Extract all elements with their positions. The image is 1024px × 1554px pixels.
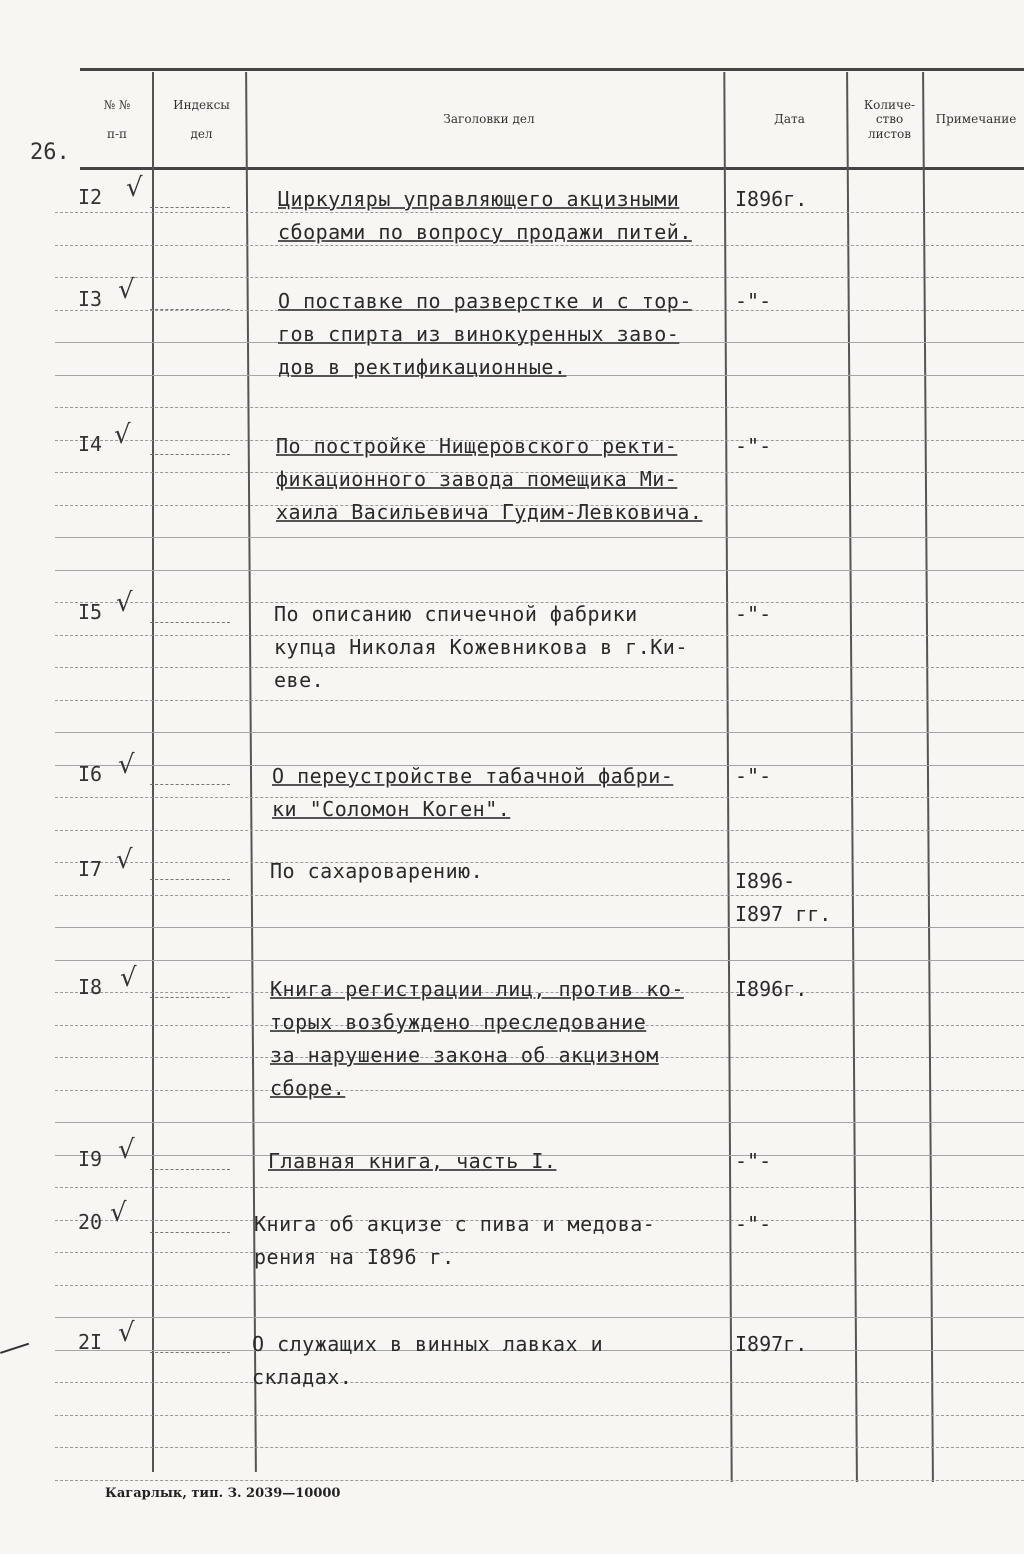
column-divider	[152, 72, 154, 1472]
case-title	[272, 760, 673, 826]
case-title-line: О поставке по разверстке и с тор-	[278, 289, 692, 313]
case-title	[252, 1328, 603, 1394]
case-date-line: I897г.	[735, 1332, 808, 1356]
printer-imprint: Кагарлык, тип. З. 2039—10000	[105, 1486, 341, 1501]
case-date	[735, 1328, 807, 1361]
ruled-line	[55, 1187, 1024, 1188]
ruled-line	[55, 700, 1024, 701]
ruled-line	[55, 537, 1024, 538]
header-bottom-rule	[80, 167, 1024, 170]
ruled-line	[55, 1122, 1024, 1123]
case-title-line: По постройке Нищеровского ректи-	[276, 434, 678, 458]
checkmark-icon: √	[126, 173, 143, 203]
case-date-line: -"-	[735, 289, 772, 313]
case-title-line: Главная книга, часть I.	[268, 1149, 557, 1173]
header-count-line2: ство	[875, 112, 904, 127]
case-date-line: -"-	[735, 1212, 772, 1236]
row-number: I5	[78, 600, 103, 624]
index-blank-dash	[150, 309, 230, 310]
row-number: I6	[78, 762, 103, 786]
header-index-line1: Индексы	[173, 98, 230, 113]
column-divider	[846, 72, 857, 1482]
case-date-line: -"-	[735, 602, 772, 626]
checkmark-icon: √	[120, 963, 137, 993]
case-date	[735, 1145, 771, 1178]
ruled-line	[55, 277, 1024, 278]
case-date-line: -"-	[735, 434, 772, 458]
case-title-line: О переустройстве табачной фабри-	[272, 764, 674, 788]
case-title-line: По описанию спичечной фабрики	[274, 602, 638, 626]
row-number: I2	[78, 185, 103, 209]
column-divider	[723, 72, 732, 1482]
ruled-line	[55, 862, 1024, 863]
header-count-line3: листов	[868, 126, 911, 141]
row-number: I4	[78, 432, 103, 456]
case-date-line: I896-	[735, 869, 796, 893]
case-date-line: I897 гг.	[735, 902, 832, 926]
case-title-line: Книга об акцизе с пива и медова-	[254, 1212, 656, 1236]
index-blank-dash	[150, 879, 230, 880]
case-date-line: I896г.	[735, 187, 808, 211]
ruled-line	[55, 927, 1024, 928]
case-title	[276, 430, 702, 529]
case-title-line: сборами по вопросу продажи питей.	[278, 220, 692, 244]
header-top-rule	[80, 68, 1024, 71]
case-title-line: еве.	[274, 668, 325, 692]
header-count	[852, 72, 927, 167]
case-title-line: рения на I896 г.	[254, 1245, 455, 1269]
case-date	[735, 865, 831, 931]
checkmark-icon: √	[118, 750, 135, 780]
case-title-line: хаила Васильевича Гудим-Левковича.	[276, 500, 703, 524]
row-number: 2I	[78, 1330, 103, 1354]
case-title	[278, 285, 692, 384]
case-title-line: за нарушение закона об акцизном	[270, 1043, 659, 1067]
index-blank-dash	[150, 622, 230, 623]
case-title	[254, 1208, 655, 1274]
case-title-line: ки "Соломон Коген".	[272, 797, 511, 821]
case-title-line: складах.	[252, 1365, 353, 1389]
ruled-line	[55, 1415, 1024, 1416]
case-date	[735, 1208, 771, 1241]
case-title-line: купца Николая Кожевникова в г.Ки-	[274, 635, 688, 659]
header-index-line2: дел	[190, 126, 213, 141]
case-title-line: фикационного завода помещика Ми-	[276, 467, 678, 491]
ruled-line	[55, 1480, 1024, 1481]
case-date	[735, 973, 807, 1006]
checkmark-icon: √	[116, 588, 133, 618]
margin-pen-stroke	[0, 1343, 33, 1366]
case-title-line: По сахароварению.	[270, 859, 484, 883]
ruled-line	[55, 1317, 1024, 1318]
checkmark-icon: √	[118, 1318, 135, 1348]
ruled-line	[55, 895, 1024, 896]
case-title-line: торых возбуждено преследование	[270, 1010, 647, 1034]
page-number: 26.	[30, 140, 70, 165]
ruled-line	[55, 732, 1024, 733]
row-number: I8	[78, 975, 103, 999]
row-number: I3	[78, 287, 103, 311]
row-number: 20	[78, 1210, 103, 1234]
case-title-line: сборе.	[270, 1076, 346, 1100]
case-title-line: гов спирта из винокуренных заво-	[278, 322, 680, 346]
ruled-line	[55, 960, 1024, 961]
case-title	[278, 183, 692, 249]
case-title	[270, 855, 483, 888]
header-num-line1: № №	[103, 98, 131, 113]
case-title	[268, 1145, 556, 1178]
index-blank-dash	[150, 1169, 230, 1170]
row-number: I7	[78, 857, 103, 881]
header-note: Примечание	[935, 112, 1017, 127]
header-date: Дата	[774, 112, 805, 127]
index-blank-dash	[150, 207, 230, 208]
index-blank-dash	[150, 1352, 230, 1353]
header-count-line1: Количе-	[863, 97, 916, 112]
case-title	[274, 598, 688, 697]
case-date	[735, 285, 771, 318]
index-blank-dash	[150, 784, 230, 785]
ruled-line	[55, 1285, 1024, 1286]
case-date	[735, 183, 807, 216]
index-blank-dash	[150, 997, 230, 998]
index-blank-dash	[150, 1232, 230, 1233]
header-title: Заголовки дел	[443, 112, 535, 126]
case-date-line: -"-	[735, 1149, 772, 1173]
ruled-line	[55, 570, 1024, 571]
checkmark-icon: √	[110, 1198, 127, 1228]
case-title-line: дов в ректификационные.	[278, 355, 567, 379]
row-number: I9	[78, 1147, 103, 1171]
ruled-line	[55, 1447, 1024, 1448]
header-num	[82, 72, 152, 167]
case-title-line: О служащих в винных лавках и	[252, 1332, 604, 1356]
case-title-line: Циркуляры управляющего акцизными	[278, 187, 680, 211]
case-title-line: Книга регистрации лиц, против ко-	[270, 977, 684, 1001]
ruled-line	[55, 830, 1024, 831]
checkmark-icon: √	[116, 845, 133, 875]
case-title	[270, 973, 684, 1105]
case-date-line: -"-	[735, 764, 772, 788]
case-date	[735, 430, 771, 463]
checkmark-icon: √	[118, 275, 135, 305]
case-date	[735, 760, 771, 793]
case-date-line: I896г.	[735, 977, 808, 1001]
index-blank-dash	[150, 454, 230, 455]
header-index	[153, 72, 250, 167]
case-date	[735, 598, 771, 631]
checkmark-icon: √	[114, 420, 131, 450]
checkmark-icon: √	[118, 1135, 135, 1165]
header-num-line2: п-п	[106, 126, 128, 141]
ruled-line	[55, 407, 1024, 408]
column-divider	[922, 72, 933, 1482]
